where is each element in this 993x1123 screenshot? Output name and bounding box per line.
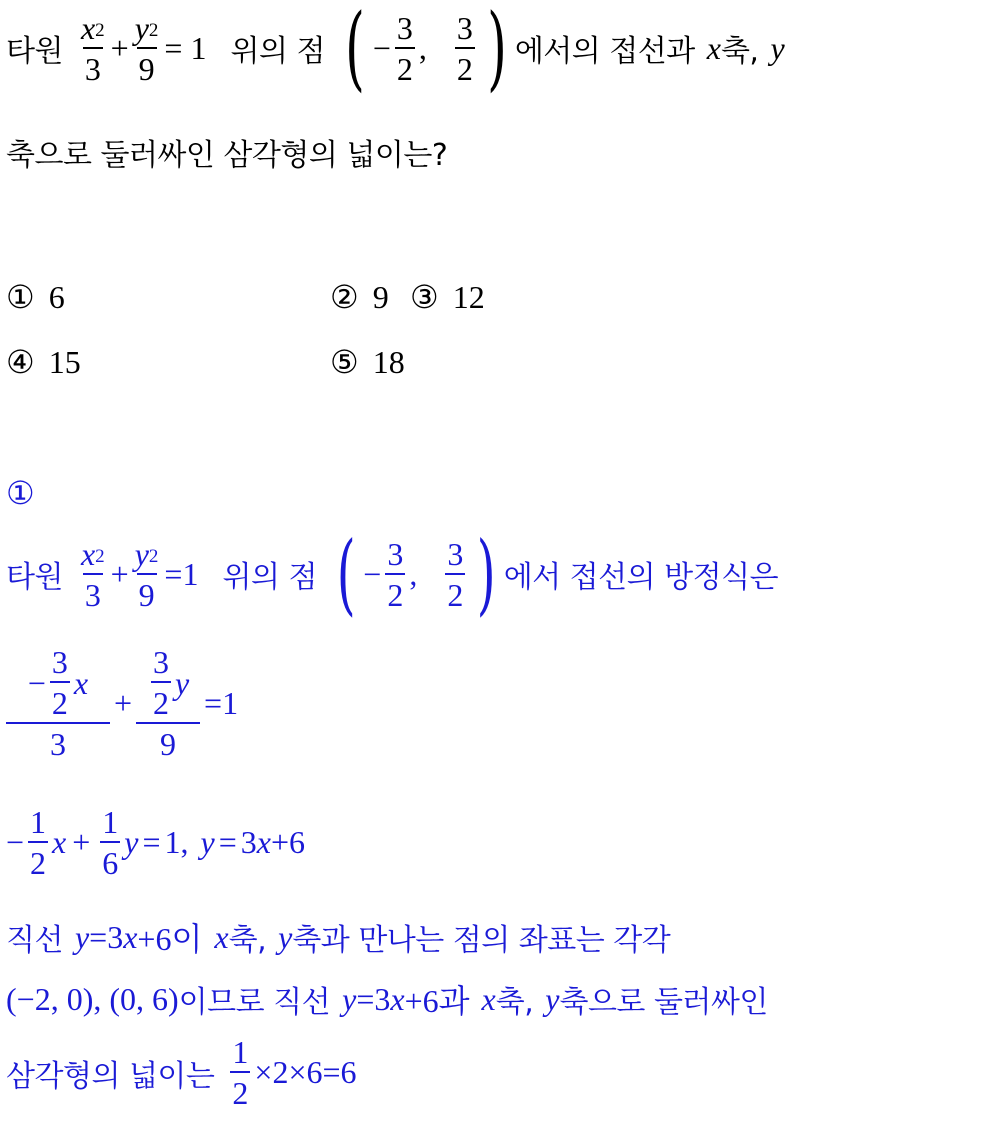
question-text-3: 에서의 접선과 <box>514 34 695 69</box>
compound-frac-2: $\frac{3}{2}$ y 9 <box>136 646 200 760</box>
choice-4[interactable]: ④ 15 <box>6 343 81 381</box>
question-line-1: 타원 x $^2$ 3 + y $^2$ 9 = 1 위의 점 ( − $\frac{3}{2}$ , $\frac{3}{2}$ ) 에서의 접선과 x 축, y <box>6 0 785 101</box>
solution-line-4: 직선 y =3 x +6이 x 축, y 축과 만나는 점의 좌표는 각각 <box>6 918 671 958</box>
choice-1[interactable]: ① 6 <box>6 278 65 316</box>
frac-3-over-2-b: $\frac{3}{2}$ <box>456 9 473 87</box>
solution-line-2: − $\frac{3}{2}$ x 3 + $\frac{3}{2}$ y 9 = 1 <box>6 646 238 760</box>
solution-line-5: (−2, 0), (0, 6) 이므로 직선 y =3 x +6과 x 축, y 축으로 둘러싸인 <box>6 980 768 1020</box>
choice-2[interactable]: ② 9 <box>330 278 389 316</box>
answer-mark: ① <box>6 474 35 512</box>
solution-line-1: 타원 x $^2$ 3 + y $^2$ 9 = 1 위의 점 ( − $\frac{3}{2}$ , $\frac{3}{2}$ ) 에서 접선의 방정식은 <box>6 522 779 625</box>
frac-3-over-2-a: $\frac{3}{2}$ <box>396 9 413 87</box>
solution-line-6: 삼각형의 넓이는 $\frac{1}{2}$ ×2×6=6 <box>6 1034 357 1111</box>
choice-3[interactable]: ③ 12 <box>410 278 485 316</box>
solution-line-3: − $\frac{1}{2}$ x + $\frac{1}{6}$ y = 1 , y = 3 x +6 <box>6 804 306 881</box>
choice-5[interactable]: ⑤ 18 <box>330 343 405 381</box>
frac-x2-over-3: x $^2$ 3 <box>80 9 105 87</box>
compound-frac-1: − $\frac{3}{2}$ x 3 <box>6 646 110 760</box>
question-text-2: 위의 점 <box>230 34 325 69</box>
question-line-2: 축으로 둘러싸인 삼각형의 넓이는? <box>6 138 448 173</box>
frac-y2-over-9: y $^2$ 9 <box>134 9 159 87</box>
question-text-1: 타원 <box>6 34 63 69</box>
